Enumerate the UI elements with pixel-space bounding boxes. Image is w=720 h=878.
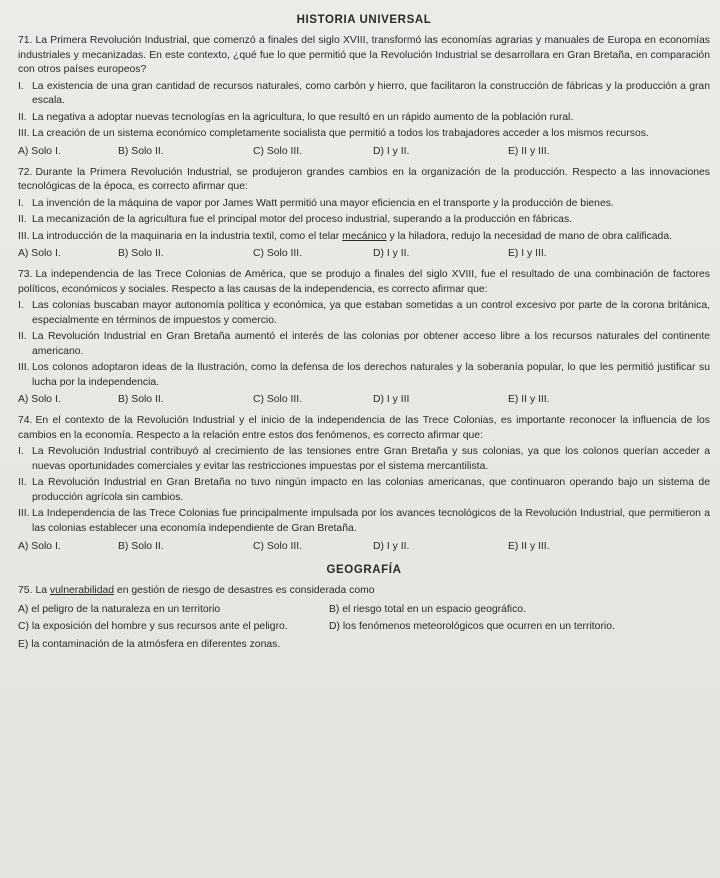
option-c[interactable]: C) Solo III. — [253, 248, 303, 260]
statement-mark: I. — [18, 197, 24, 209]
statement-list — [18, 197, 710, 245]
question-number: 72. — [18, 166, 33, 178]
option-a[interactable]: A) Solo I. — [18, 146, 61, 158]
option-d[interactable]: D) I y II. — [373, 248, 410, 260]
statement-mark: II. — [18, 477, 27, 489]
option-d[interactable]: D) I y II. — [373, 540, 410, 552]
question-71 — [18, 34, 710, 160]
statement-item — [18, 80, 710, 109]
answer-options — [18, 145, 710, 160]
question-number: 75. — [18, 585, 33, 597]
statement-item — [18, 213, 710, 228]
option-d[interactable]: D) I y III — [373, 394, 410, 406]
question-number: 74. — [18, 415, 33, 427]
statement-text: La Independencia de las Trece Colonias fue principalmente impulsada por los avances tecnológicos de la Revolución Industrial, que permitieron a las colonias establecer una economía independiente de Gran Bretaña. — [32, 508, 710, 534]
answer-options — [18, 393, 710, 408]
section-title-historia: HISTORIA UNIVERSAL — [296, 14, 432, 26]
question-stem — [18, 166, 710, 195]
statement-item — [18, 127, 710, 142]
statement-text-part: y la hiladora, redujo la necesidad de mano de obra calificada. — [386, 230, 673, 242]
option-e[interactable]: E) la contaminación de la atmósfera en diferentes zonas. — [18, 638, 281, 650]
question-74 — [18, 414, 710, 554]
statement-item — [18, 230, 710, 245]
statement-list — [18, 299, 710, 390]
statement-mark: II. — [18, 214, 27, 226]
statement-item — [18, 197, 710, 212]
statement-item — [18, 299, 710, 328]
option-c[interactable]: C) la exposición del hombre y sus recursos ante el peligro. — [18, 621, 288, 633]
option-c[interactable]: C) Solo III. — [253, 146, 303, 158]
statement-mark: I. — [18, 446, 24, 458]
option-a[interactable]: A) el peligro de la naturaleza en un territorio — [18, 603, 221, 615]
underlined-word: mecánico — [342, 230, 387, 242]
statement-item — [18, 476, 710, 505]
statement-text: La mecanización de la agricultura fue el principal motor del proceso industrial, superando a la producción en fábricas. — [32, 214, 573, 226]
statement-item — [18, 330, 710, 359]
question-text-part: en gestión de riesgo de desastres es considerada como — [114, 585, 375, 597]
option-e[interactable]: E) II y III. — [508, 540, 550, 552]
question-text: La Primera Revolución Industrial, que comenzó a finales del siglo XVIII, transformó las economías agrarias y manuales de Europa en economías industriales y mecanizadas. En este contexto, ¿qué fue lo que permitió que la Revolución Industrial se desarrollara en Gran Bretaña, en comparación con otros países europeos? — [18, 35, 710, 76]
statement-mark: II. — [18, 331, 27, 343]
statement-mark: III. — [18, 508, 30, 520]
statement-list — [18, 445, 710, 536]
statement-text — [32, 230, 710, 245]
option-b[interactable]: B) Solo II. — [118, 248, 164, 260]
option-c[interactable]: C) Solo III. — [253, 394, 303, 406]
question-text: En el contexto de la Revolución Industrial y el inicio de la independencia de las Trece Colonias, es importante reconocer la influencia de los cambios en la economía. Respecto a la relación entre estos dos fenómenos, es correcto afirmar que: — [18, 415, 710, 441]
statement-text: La Revolución Industrial en Gran Bretaña aumentó el interés de las colonias por obtener acceso libre a los recursos naturales del continente americano. — [32, 331, 710, 357]
question-text-part: La — [35, 585, 50, 597]
question-73 — [18, 268, 710, 408]
option-b[interactable]: B) Solo II. — [118, 394, 164, 406]
statement-item — [18, 111, 710, 126]
statement-text: Las colonias buscaban mayor autonomía política y económica, ya que estaban sometidas a un control excesivo por parte de la corona británica, especialmente en términos de impuestos y comercio. — [32, 300, 710, 326]
underlined-word: vulnerabilidad — [49, 585, 115, 597]
option-d[interactable]: D) I y II. — [373, 146, 410, 158]
answer-options — [18, 603, 710, 653]
option-b[interactable]: B) el riesgo total en un espacio geográfico. — [329, 603, 526, 615]
question-text: La independencia de las Trece Colonias de América, que se produjo a finales del siglo XVIII, fue el resultado de una combinación de factores políticos, económicos y sociales. Respecto a las causas de la independencia, es correcto afirmar que: — [18, 268, 710, 295]
statement-mark: III. — [18, 128, 30, 140]
statement-item — [18, 361, 710, 390]
question-text: Durante la Primera Revolución Industrial, se produjeron grandes cambios en la organización de la producción. Respecto a las innovaciones tecnológicas de la época, es correcto afirmar que: — [18, 166, 710, 193]
statement-text-part: La introducción de la maquinaria en la industria textil, como el telar — [32, 230, 343, 242]
option-c[interactable]: C) Solo III. — [253, 540, 303, 552]
statement-mark: I. — [18, 80, 24, 92]
option-a[interactable]: A) Solo I. — [18, 394, 61, 406]
section-title-geografia: GEOGRAFÍA — [326, 564, 402, 577]
answer-options — [18, 247, 710, 262]
question-number: 73. — [18, 268, 33, 280]
question-72 — [18, 166, 710, 262]
statement-item — [18, 507, 710, 536]
statement-item — [18, 445, 710, 474]
option-e[interactable]: E) II y III. — [508, 146, 550, 158]
option-d[interactable]: D) los fenómenos meteorológicos que ocurren en un territorio. — [329, 621, 615, 633]
option-a[interactable]: A) Solo I. — [18, 540, 61, 552]
question-stem — [18, 268, 710, 297]
statement-text: La creación de un sistema económico completamente socialista que permitió a todos los trabajadores acceder a los mismos recursos. — [32, 128, 649, 140]
answer-options — [18, 540, 710, 555]
statement-list — [18, 80, 710, 142]
statement-mark: III. — [18, 230, 30, 242]
question-stem — [18, 414, 710, 443]
question-stem — [18, 584, 710, 599]
option-e[interactable]: E) II y III. — [508, 394, 550, 406]
statement-text: Los colonos adoptaron ideas de la Ilustración, como la defensa de los derechos naturales y la soberanía popular, lo que les permitió justificar su lucha por la independencia. — [32, 362, 710, 388]
option-b[interactable]: B) Solo II. — [118, 146, 164, 158]
statement-text: La Revolución Industrial en Gran Bretaña no tuvo ningún impacto en las colonias americanas, que continuaron operando bajo un sistema de producción agrícola sin cambios. — [32, 477, 710, 503]
statement-text: La negativa a adoptar nuevas tecnologías en la agricultura, lo que resultó en un rápido aumento de la población rural. — [32, 111, 574, 123]
option-e[interactable]: E) I y III. — [508, 248, 547, 260]
statement-mark: I. — [18, 300, 24, 312]
option-b[interactable]: B) Solo II. — [118, 540, 164, 552]
question-75 — [18, 584, 710, 652]
statement-mark: III. — [18, 362, 30, 374]
question-number: 71. — [18, 35, 33, 47]
statement-text: La existencia de una gran cantidad de recursos naturales, como carbón y hierro, que facilitaron la construcción de fábricas y la producción a gran escala. — [32, 80, 710, 107]
statement-text: La invención de la máquina de vapor por James Watt permitió una mayor eficiencia en el transporte y la producción de bienes. — [32, 197, 614, 209]
statement-text: La Revolución Industrial contribuyó al crecimiento de las tensiones entre Gran Bretaña y sus colonias, ya que los colonos querían acceder a nuevas oportunidades comerciales y evitar las restricciones impuestas por el sistema mercantilista. — [32, 446, 710, 472]
statement-mark: II. — [18, 111, 27, 123]
option-a[interactable]: A) Solo I. — [18, 248, 61, 260]
question-stem — [18, 34, 710, 78]
